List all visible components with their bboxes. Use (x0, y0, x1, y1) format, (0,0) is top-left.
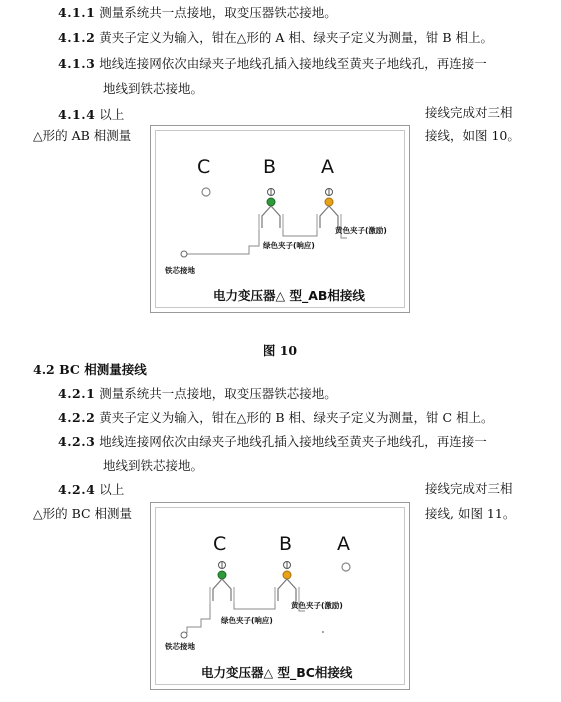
terminal-a (342, 563, 350, 571)
para-4-2-2 (58, 410, 494, 426)
item-number: 4.1.3 (58, 56, 96, 71)
diagram-title: 电力变压器△ 型_AB相接线 (213, 288, 365, 303)
item-text: 以上 (99, 107, 125, 122)
item-text: 以上 (99, 482, 125, 497)
terminal-c (202, 188, 210, 196)
para-4-2-3 (58, 434, 487, 450)
item-number: 4.2.4 (58, 482, 96, 497)
para-4-2-3-continued: 地线到铁芯接地。 (103, 458, 204, 473)
phase-c-label: C (213, 533, 227, 555)
yellow-clip-icon (325, 198, 333, 206)
ground-label: 铁芯接地 (165, 266, 195, 275)
ground-icon (181, 632, 187, 638)
phase-a-label: A (321, 156, 334, 178)
para-4-1-4 (58, 107, 124, 123)
para-4-1-3 (58, 56, 487, 72)
phase-c-label: C (197, 156, 211, 178)
item-text: 地线连接网依次由绿夹子地线孔插入接地线至黄夹子地线孔，再连接一 (99, 434, 487, 449)
item-number: 4.2.3 (58, 434, 96, 449)
figure-11 (150, 502, 410, 690)
phase-b-label: B (279, 533, 293, 555)
para-4-2-1 (58, 386, 337, 402)
item-text: 黄夹子定义为输入，钳在△形的 A 相、绿夹子定义为测量，钳 B 相上。 (99, 30, 494, 45)
para-4-1-2 (58, 30, 493, 46)
para-4-1-3-continued: 地线到铁芯接地。 (103, 81, 204, 96)
item-text: 测量系统共一点接地，取变压器铁芯接地。 (99, 5, 337, 20)
green-clip-icon (267, 198, 275, 206)
yellow-clip-icon (283, 571, 291, 579)
phase-a-label: A (337, 533, 350, 555)
ground-label: 铁芯接地 (165, 642, 195, 651)
phase-b-label: B (263, 156, 277, 178)
green-clip-label: 绿色夹子(响应) (221, 616, 273, 625)
para-4-2-4-right-1: 接线完成对三相 (425, 481, 513, 496)
yellow-clip-label: 黄色夹子(激励) (291, 601, 343, 610)
item-number: 4.2.2 (58, 410, 96, 425)
item-number: 4.2.1 (58, 386, 96, 401)
para-4-1-4-left: △形的 AB 相测量 (33, 128, 132, 143)
item-text: 测量系统共一点接地，取变压器铁芯接地。 (99, 386, 337, 401)
para-4-2-4-right-2: 接线, 如图 11。 (425, 506, 516, 521)
wiring-diagram (151, 503, 409, 689)
para-4-2-4-left: △形的 BC 相测量 (33, 506, 133, 521)
figure-caption: 图 10 (262, 343, 298, 358)
para-4-1-4-right-1: 接线完成对三相 (425, 105, 513, 120)
item-text: 地线连接网依次由绿夹子地线孔插入接地线至黄夹子地线孔，再连接一 (99, 56, 487, 71)
item-text: 黄夹子定义为输入，钳在△形的 B 相、绿夹子定义为测量，钳 C 相上。 (99, 410, 494, 425)
green-clip-icon (218, 571, 226, 579)
item-number: 4.1.4 (58, 107, 96, 122)
para-4-1-4-right-2: 接线，如图 10。 (425, 128, 520, 143)
para-4-2-4 (58, 482, 124, 498)
para-4-1-1 (58, 5, 337, 21)
item-number: 4.1.2 (58, 30, 96, 45)
section-heading: 4.2 BC 相测量接线 (33, 362, 147, 377)
green-clip-label: 绿色夹子(响应) (263, 241, 315, 250)
figure-10 (150, 125, 410, 313)
diagram-title: 电力变压器△ 型_BC相接线 (201, 665, 353, 680)
yellow-clip-label: 黄色夹子(激励) (335, 226, 387, 235)
item-number: 4.1.1 (58, 5, 96, 20)
wiring-diagram (151, 126, 409, 312)
ground-icon (181, 251, 187, 257)
